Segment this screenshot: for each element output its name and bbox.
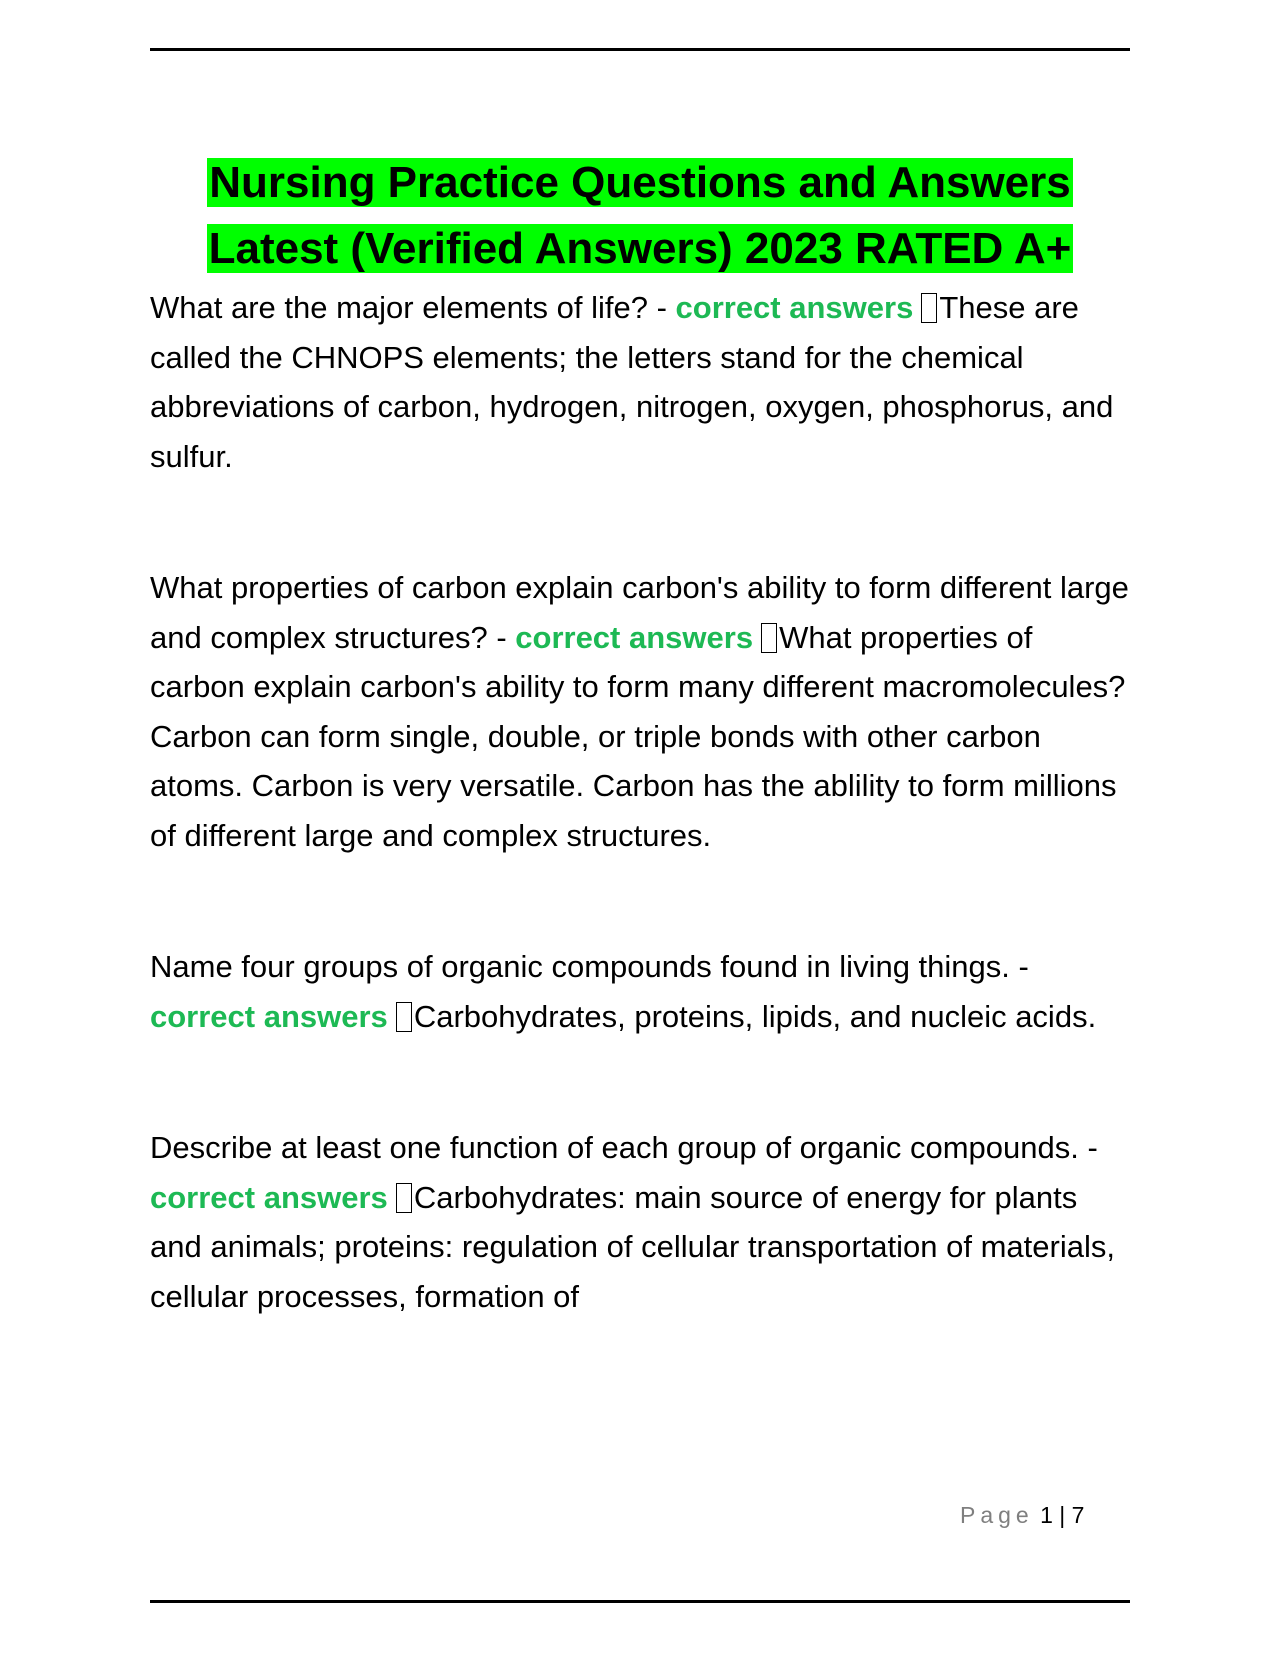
document-title	[150, 150, 1130, 282]
correct-answers-label: correct answers	[150, 1179, 388, 1215]
page-word: Page	[960, 1502, 1034, 1528]
question-text: Name four groups of organic compounds found in living things. -	[150, 949, 1029, 984]
missing-glyph-box-icon	[921, 293, 937, 323]
answer-text: Carbohydrates: main source of energy for plants and animals; proteins: regulation of cellular transportation of materials, cellular processes, formation of	[150, 1179, 1115, 1314]
missing-glyph-box-icon	[396, 1002, 412, 1032]
qa-item	[150, 563, 1130, 860]
answer-text: These are called the CHNOPS elements; the letters stand for the chemical abbreviations of carbon, hydrogen, nitrogen, oxygen, phosphorus, and sulfur.	[150, 290, 1114, 474]
title-line-1: Nursing Practice Questions and Answers	[209, 158, 1071, 207]
header-rule	[150, 48, 1130, 51]
answer-text: Carbohydrates, proteins, lipids, and nucleic acids.	[413, 998, 1097, 1034]
qa-list	[150, 283, 1130, 1403]
page-total: 7	[1071, 1502, 1085, 1528]
correct-answers-label: correct answers	[675, 290, 914, 325]
missing-glyph-box-icon	[396, 1183, 412, 1213]
title-line-2: Latest (Verified Answers) 2023 RATED A+	[208, 224, 1072, 273]
correct-answers-label: correct answers	[515, 619, 754, 655]
qa-item	[150, 283, 1130, 481]
missing-glyph-box-icon	[761, 623, 777, 653]
page-current: 1	[1040, 1502, 1053, 1528]
question-text: Describe at least one function of each group of organic compounds. -	[150, 1130, 1098, 1165]
question-text: What properties of carbon explain carbon's ability to form different large and complex structures? -	[150, 570, 1129, 655]
question-text: What are the major elements of life? -	[150, 290, 676, 325]
page-number	[960, 1500, 1120, 1530]
answer-text: What properties of carbon explain carbon's ability to form many different macromolecules? Carbon can form single, double, or triple bonds with other carbon atoms. Carbon is very versatile. Carbon has the ablility to form millions of different large and complex structures.	[150, 619, 1126, 853]
correct-answers-label: correct answers	[150, 998, 388, 1034]
footer-rule	[150, 1600, 1130, 1603]
qa-item	[150, 1123, 1130, 1321]
qa-item	[150, 942, 1130, 1041]
page-separator: |	[1059, 1502, 1066, 1528]
